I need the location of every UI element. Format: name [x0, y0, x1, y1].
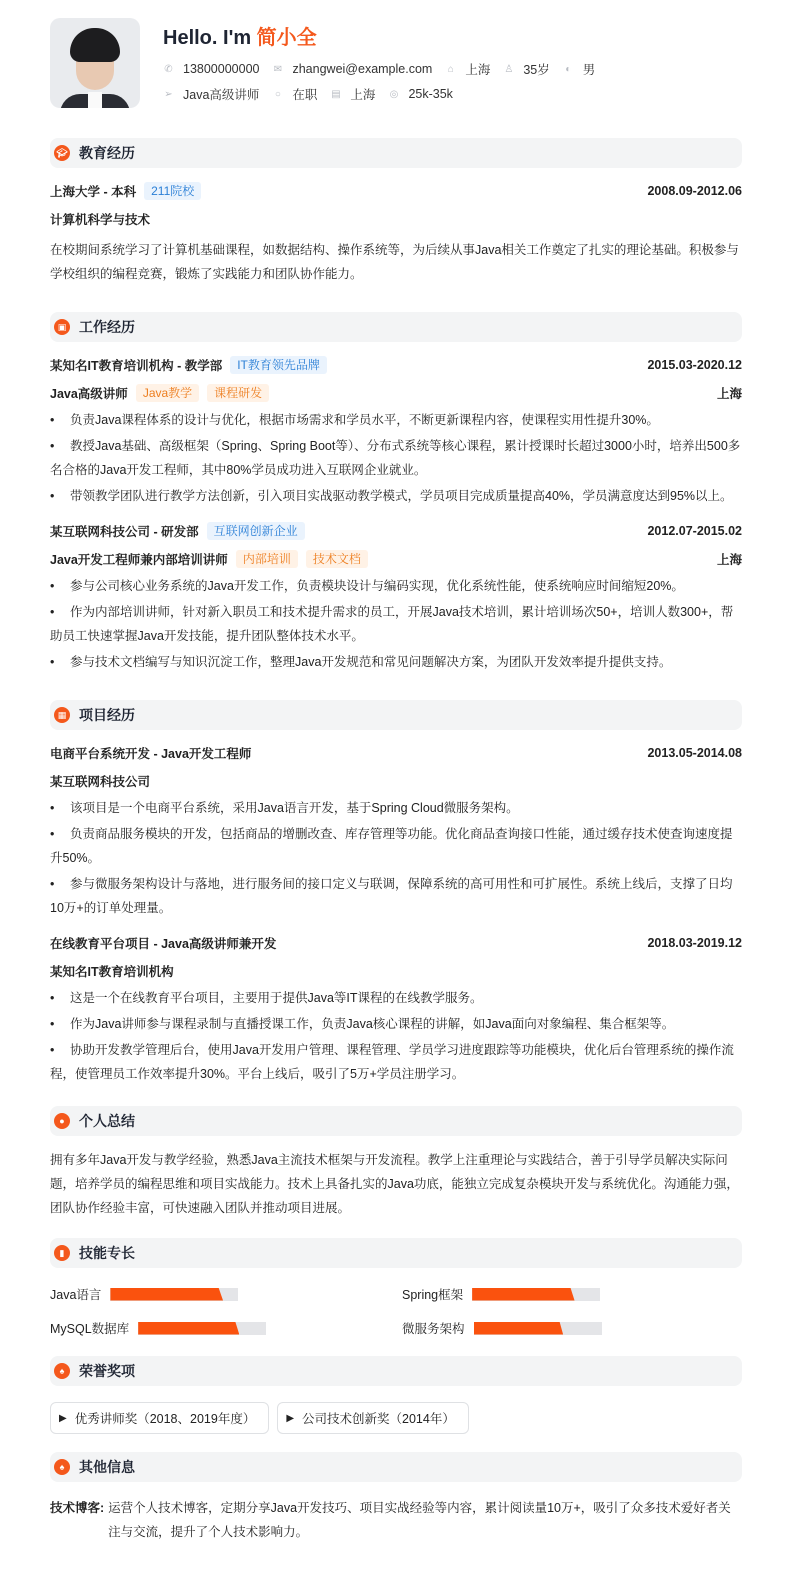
- section-work-header: ▣ 工作经历: [50, 312, 742, 342]
- job-role: Java高级讲师: [50, 387, 128, 401]
- age-icon: ♙: [504, 63, 514, 75]
- summary-text: 拥有多年Java开发与教学经验，熟悉Java主流技术框架与开发流程。教学上注重理论与实践结合，善于引导学员解决实际问题，培养学员的编程思维和项目实战能力。技术上具备扎实的Java功底，能独立完成复杂模块开发与系统优化。沟通能力强，团队协作经验丰富，可快速融入团队并推动项目进展。: [50, 1153, 739, 1215]
- email: zhangwei@example.com: [292, 62, 433, 76]
- section-projects-header: ▦ 项目经历: [50, 700, 742, 730]
- greeting-title: Hello. I'm 简小全: [163, 27, 317, 49]
- award-item[interactable]: ▶ 公司技术创新奖（2014年）: [277, 1402, 469, 1434]
- list-item: • 参与公司核心业务系统的Java开发工作，负责模块设计与编码实现，优化系统性能，使系统响应时间缩短20%。: [50, 579, 684, 593]
- major: 计算机科学与技术: [50, 213, 151, 227]
- project-name: 电商平台系统开发 - Java开发工程师: [50, 747, 252, 761]
- award-icon: ♠: [54, 1459, 70, 1475]
- list-item: • 参与微服务架构设计与落地，进行服务间的接口定义与联调，保障系统的高可用性和可扩展性。系统上线后，支撑了日均10万+的订单处理量。: [50, 877, 733, 915]
- phone-icon: ✆: [164, 63, 173, 75]
- section-summary-header: ● 个人总结: [50, 1106, 742, 1136]
- role-tag: Java教学: [136, 384, 199, 402]
- project-company: 某互联网科技公司: [50, 775, 151, 789]
- project-period: 2013.05-2014.08: [647, 746, 742, 760]
- skill-item: 微服务架构: [402, 1316, 742, 1340]
- list-item: • 负责商品服务模块的开发，包括商品的增删改查、库存管理等功能。优化商品查询接口性能，通过缓存技术使查询速度提升50%。: [50, 827, 733, 865]
- job-role: Java开发工程师兼内部培训讲师: [50, 553, 228, 567]
- other-info-row: [50, 1496, 742, 1544]
- section-other-header: ♠ 其他信息: [50, 1452, 742, 1482]
- education-description: 在校期间系统学习了计算机基础课程，如数据结构、操作系统等，为后续从事Java相关工作奠定了扎实的理论基础。积极参与学校组织的编程竞赛，锻炼了实践能力和团队协作能力。: [50, 243, 739, 281]
- company-tag: 互联网创新企业: [207, 522, 305, 540]
- education-period: 2008.09-2012.06: [647, 184, 742, 198]
- gender-icon: ◐: [565, 63, 572, 75]
- work-period: 2015.03-2020.12: [647, 358, 742, 372]
- job-status: 在职: [292, 88, 318, 102]
- graduation-cap-icon: 🎓︎: [54, 145, 70, 161]
- project-item: [50, 932, 742, 1086]
- list-item: • 作为内部培训讲师，针对新入职员工和技术提升需求的员工，开展Java技术培训，累计培训场次50+，培训人数300+，帮助员工快速掌握Java开发技能，提升团队整体技术水平。: [50, 605, 734, 643]
- status-icon: ○: [274, 88, 281, 100]
- salary-icon: ◎: [389, 88, 399, 100]
- skill-bar: [472, 1288, 600, 1301]
- phone-number: 13800000000: [183, 62, 260, 76]
- target-city: 上海: [350, 88, 376, 102]
- other-info-text: 运营个人技术博客，定期分享Java开发技巧、项目实战经验等内容，累计阅读量10万+，吸引了众多技术爱好者关注与交流，提升了个人技术影响力。: [108, 1501, 731, 1539]
- list-item: • 带领教学团队进行教学方法创新，引入项目实战驱动教学模式，学员项目完成质量提高40%，学员满意度达到95%以上。: [50, 489, 733, 503]
- other-info-label: 技术博客:: [50, 1501, 105, 1515]
- company-name: 某知名IT教育培训机构 - 教学部: [50, 359, 223, 373]
- award-item[interactable]: ▶ 优秀讲师奖（2018、2019年度）: [50, 1402, 269, 1434]
- skill-item: Java语言: [50, 1282, 402, 1306]
- candidate-name: 简小全: [256, 27, 317, 49]
- work-item: [50, 520, 742, 674]
- skill-item: Spring框架: [402, 1282, 742, 1306]
- avatar: [50, 18, 140, 108]
- list-item: • 协助开发教学管理后台，使用Java开发用户管理、课程管理、学员学习进度跟踪等功能模块，优化后台管理系统的操作流程，使管理员工作效率提升30%。平台上线后，吸引了5万+学员注册学习。: [50, 1043, 734, 1081]
- grid-icon: ▦: [54, 707, 70, 723]
- role-tag: 课程研发: [207, 384, 269, 402]
- contact-row: [163, 60, 608, 78]
- work-location: 上海: [716, 553, 742, 567]
- skill-bar: [474, 1322, 602, 1335]
- list-item: • 参与技术文档编写与知识沉淀工作，整理Java开发规范和常见问题解决方案，为团队开发效率提升提供支持。: [50, 655, 672, 669]
- triangle-right-icon: ▶: [286, 1412, 295, 1424]
- section-awards-header: ♠ 荣誉奖项: [50, 1356, 742, 1386]
- send-icon: ➢: [164, 88, 173, 100]
- company-name: 某互联网科技公司 - 研发部: [50, 525, 199, 539]
- list-item: • 教授Java基础、高级框架（Spring、Spring Boot等）、分布式系统等核心课程，累计授课时长超过3000小时，培养出500多名合格的Java开发工程师，其中80%学员成功进入互联网企业就业。: [50, 439, 741, 477]
- triangle-right-icon: ▶: [59, 1412, 67, 1424]
- section-skills-header: ▮ 技能专长: [50, 1238, 742, 1268]
- expected-salary: 25k-35k: [408, 87, 453, 101]
- work-item: [50, 354, 742, 508]
- role-tag: 内部培训: [236, 550, 298, 568]
- awards-list: [50, 1402, 742, 1434]
- company-tag: IT教育领先品牌: [230, 356, 327, 374]
- education-row: [50, 180, 742, 202]
- role-tag: 技术文档: [306, 550, 368, 568]
- list-item: • 这是一个在线教育平台项目，主要用于提供Java等IT课程的在线教学服务。: [50, 991, 483, 1005]
- skill-bar: [138, 1322, 266, 1335]
- project-item: [50, 742, 742, 920]
- bar-chart-icon: ▮: [54, 1245, 70, 1261]
- project-name: 在线教育平台项目 - Java高级讲师兼开发: [50, 937, 277, 951]
- list-item: • 作为Java讲师参与课程录制与直播授课工作，负责Java核心课程的讲解，如Java面向对象编程、集合框架等。: [50, 1017, 675, 1031]
- user-icon: ●: [54, 1113, 70, 1129]
- resume-header: [50, 18, 742, 110]
- award-icon: ♠: [54, 1363, 70, 1379]
- mail-icon: ✉: [273, 63, 283, 75]
- work-location: 上海: [716, 387, 742, 401]
- work-period: 2012.07-2015.02: [647, 524, 742, 538]
- section-education-header: 🎓︎ 教育经历: [50, 138, 742, 168]
- project-company: 某知名IT教育培训机构: [50, 965, 174, 979]
- briefcase-icon: ▣: [54, 319, 70, 335]
- target-position: Java高级讲师: [183, 88, 260, 102]
- school-name: 上海大学 - 本科: [50, 185, 137, 199]
- home-icon: ⌂: [447, 63, 454, 75]
- skill-bar: [110, 1288, 238, 1301]
- skills-grid: [50, 1282, 742, 1340]
- project-period: 2018.03-2019.12: [647, 936, 742, 950]
- school-tag: 211院校: [144, 182, 201, 200]
- building-icon: ▤: [331, 88, 341, 100]
- skill-item: MySQL数据库: [50, 1316, 402, 1340]
- resume-page: [50, 18, 742, 1544]
- list-item: • 该项目是一个电商平台系统，采用Java语言开发，基于Spring Cloud微服务架构。: [50, 801, 519, 815]
- hometown: 上海: [465, 63, 491, 77]
- age: 35岁: [523, 63, 550, 77]
- job-intent-row: [163, 85, 608, 103]
- list-item: • 负责Java课程体系的设计与优化，根据市场需求和学员水平，不断更新课程内容，使课程实用性提升30%。: [50, 413, 659, 427]
- gender: 男: [582, 63, 596, 77]
